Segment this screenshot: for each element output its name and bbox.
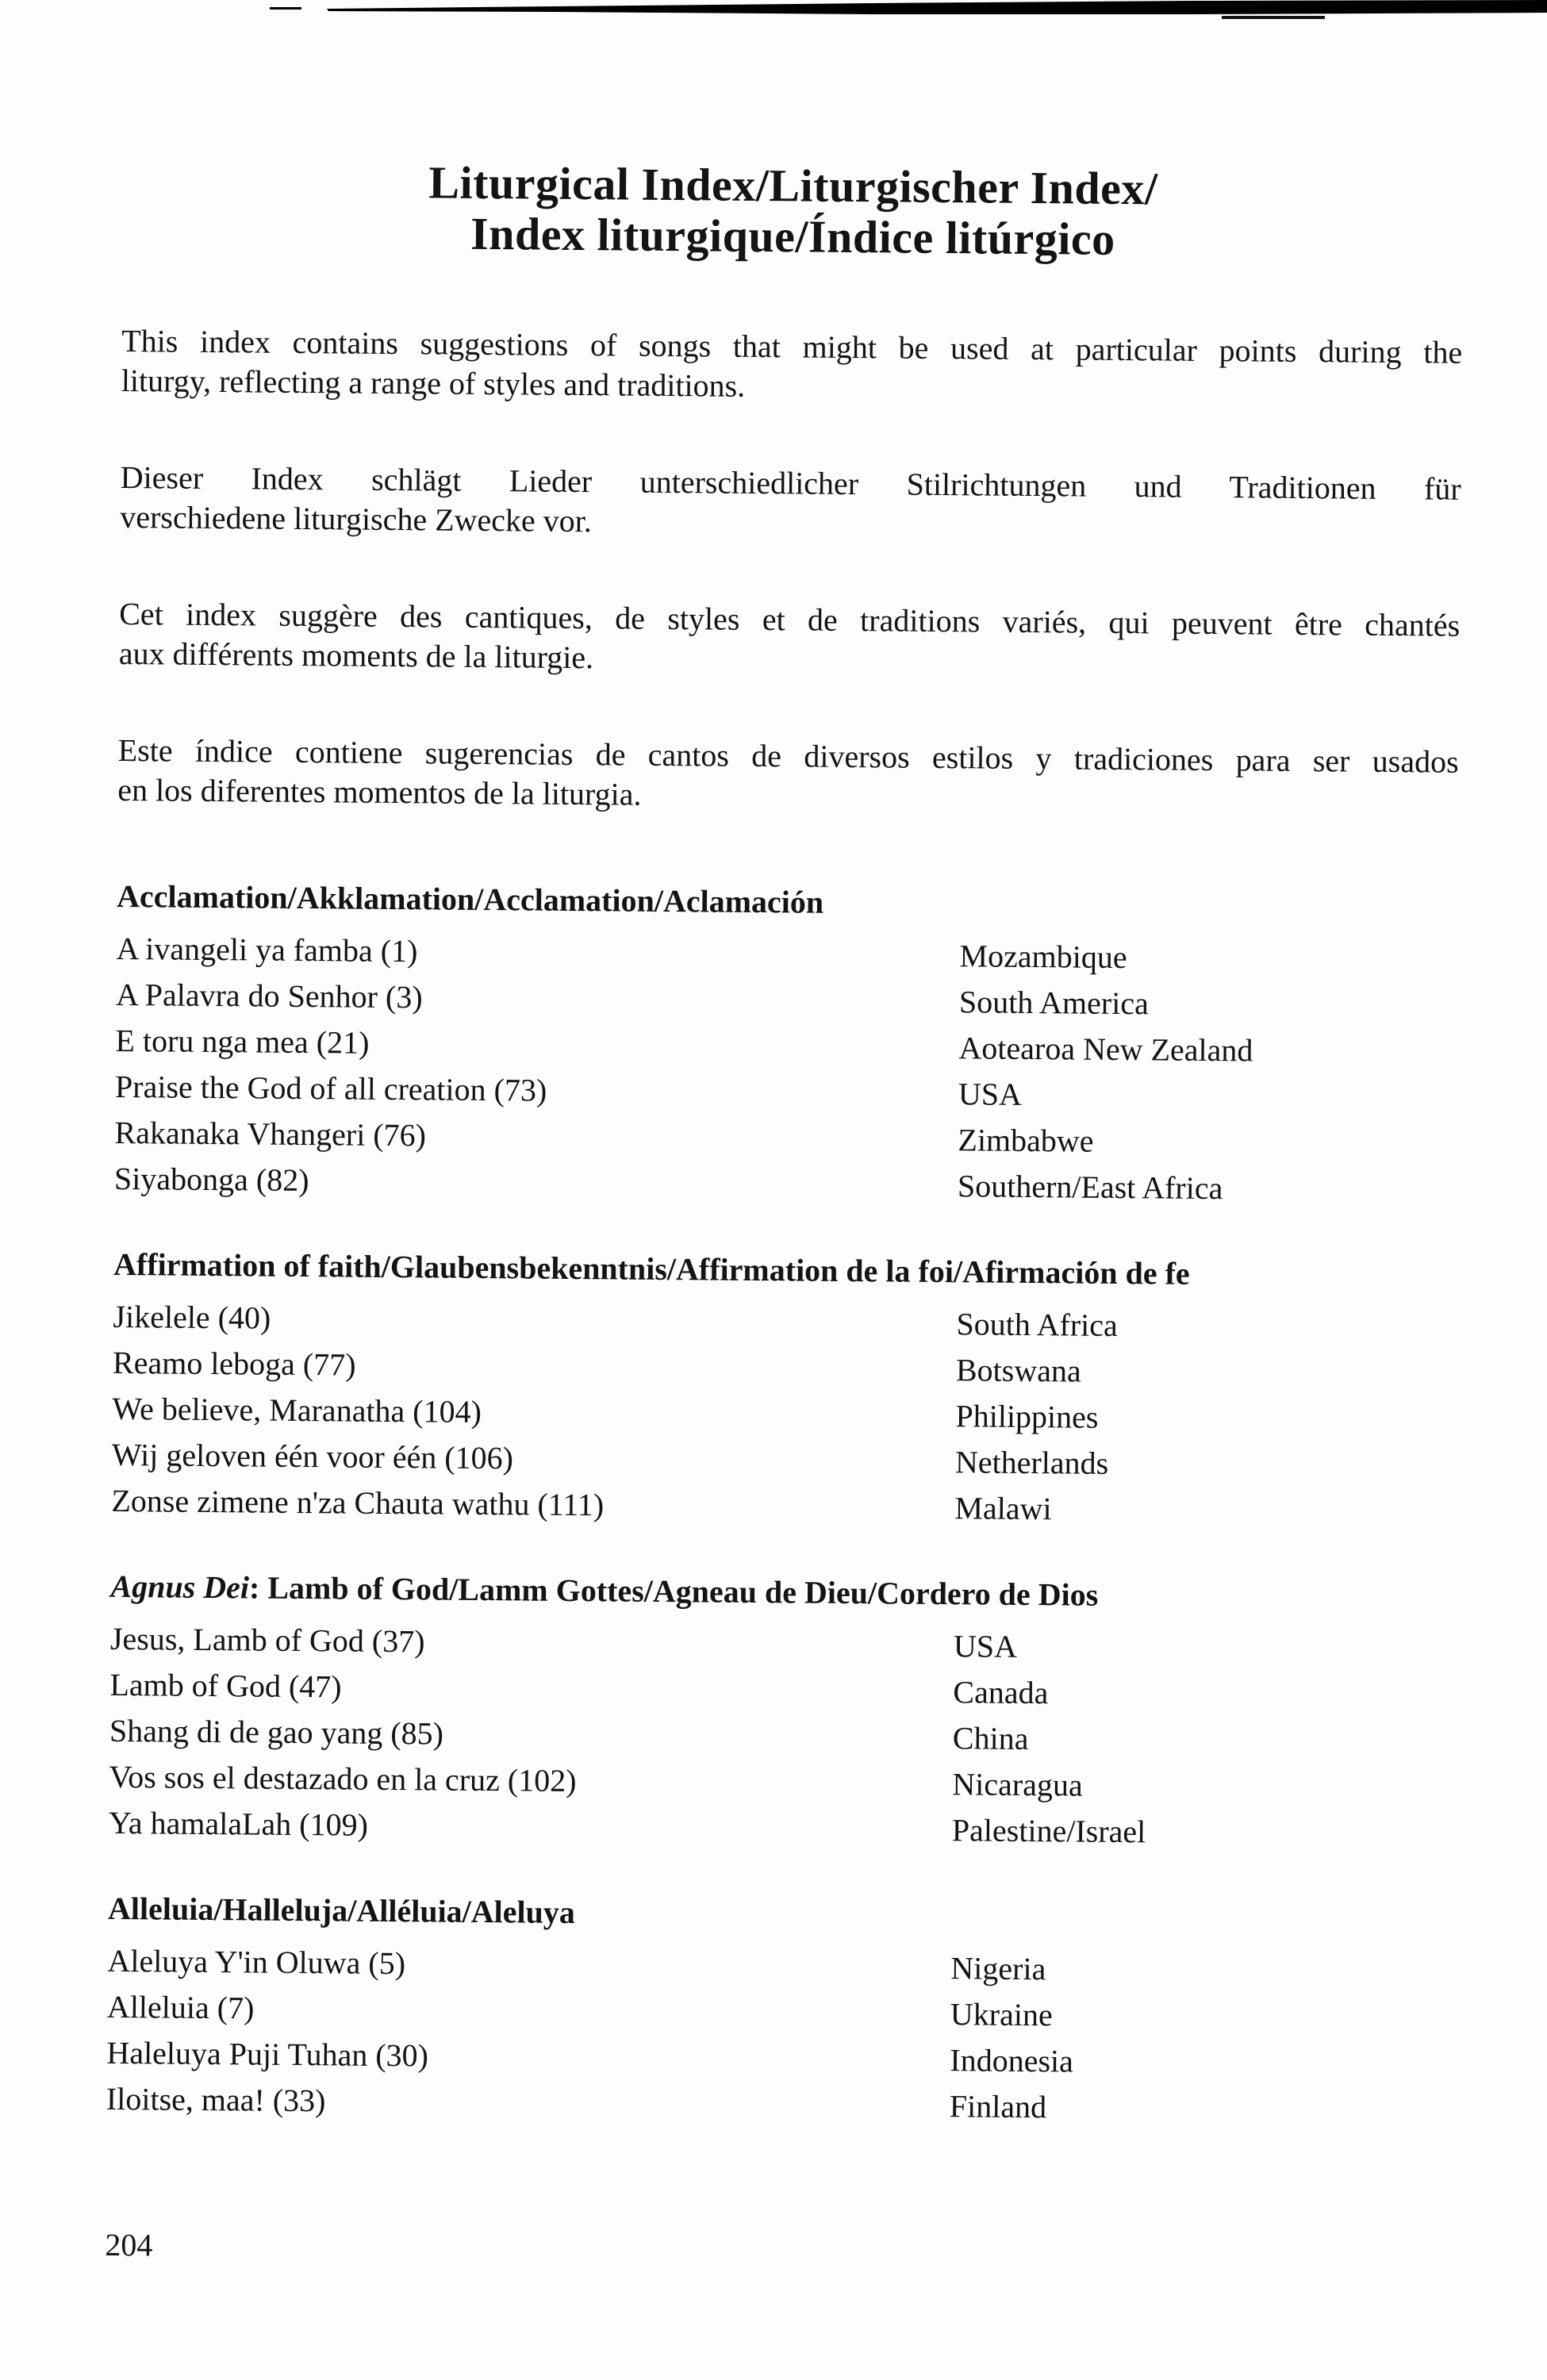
song-origin: China <box>952 1720 1029 1757</box>
song-origin: Indonesia <box>950 2042 1074 2079</box>
section-heading-text: Alleluia/Halleluja/Alléluia/Aleluya <box>107 1890 576 1931</box>
section-heading-italic: Agnus Dei <box>110 1568 250 1606</box>
section-affirmation-of-faith <box>111 1242 1454 1536</box>
song-title: Haleluya Puji Tuhan (30) <box>106 2034 429 2074</box>
section-heading <box>108 1886 1449 1944</box>
intro-paragraph-fr <box>119 594 1461 685</box>
intro-paragraph-en <box>121 321 1463 413</box>
intro-fr-line-2: aux différents moments de la liturgie. <box>118 635 594 676</box>
song-title: Jikelele (40) <box>113 1298 271 1336</box>
song-title: Praise the God of all creation (73) <box>114 1068 547 1108</box>
section-alleluia <box>106 1886 1449 2134</box>
song-origin: Zimbabwe <box>958 1122 1094 1159</box>
section-heading-text: : Lamb of God/Lamm Gottes/Agneau de Dieu/Cordero de Dios <box>248 1569 1099 1613</box>
song-title: A ivangeli ya famba (1) <box>116 930 418 969</box>
song-title: Shang di de gao yang (85) <box>109 1712 444 1752</box>
song-title: Zonse zimene n'za Chauta wathu (111) <box>111 1482 605 1523</box>
intro-paragraph-es <box>117 731 1459 822</box>
song-title: E toru nga mea (21) <box>115 1022 370 1061</box>
section-heading <box>110 1564 1451 1622</box>
song-origin: Nicaragua <box>952 1766 1083 1803</box>
intro-en-line-1: This index contains suggestions of songs that might be used at particular points during the <box>121 322 1463 370</box>
song-title: Siyabonga (82) <box>113 1160 309 1199</box>
song-origin: Aotearoa New Zealand <box>958 1030 1253 1069</box>
song-origin: South America <box>958 984 1150 1022</box>
song-origin: Malawi <box>954 1490 1052 1527</box>
song-title: Reamo leboga (77) <box>112 1344 356 1383</box>
song-origin: Palestine/Israel <box>951 1812 1146 1850</box>
song-origin: Nigeria <box>950 1950 1046 1987</box>
page-title-line-1: Liturgical Index/Liturgischer Index/ <box>428 156 1158 215</box>
song-title: Jesus, Lamb of God (37) <box>109 1620 425 1660</box>
song-title: Alleluia (7) <box>106 1988 255 2026</box>
song-title: A Palavra do Senhor (3) <box>115 976 423 1015</box>
song-title: Wij geloven één voor één (106) <box>111 1436 514 1476</box>
song-title: Lamb of God (47) <box>109 1666 342 1705</box>
song-origin: Philippines <box>955 1398 1099 1435</box>
page-title-line-2: Index liturgique/Índice litúrgico <box>470 207 1115 265</box>
intro-es-line-1: Este índice contiene sugerencias de cantos de diversos estilos y tradiciones para ser usados <box>117 731 1459 780</box>
intro-fr-line-1: Cet index suggère des cantiques, de styles et de traditions variés, qui peuvent être chantés <box>119 595 1461 643</box>
song-origin: Netherlands <box>954 1444 1109 1481</box>
page-number: 204 <box>105 2226 153 2263</box>
page-content <box>105 0 1465 2277</box>
intro-es-line-2: en los diferentes momentos de la liturgia. <box>117 771 642 812</box>
section-heading <box>117 873 1457 931</box>
song-origin: Ukraine <box>950 1996 1053 2033</box>
section-heading-text: Acclamation/Akklamation/Acclamation/Aclamación <box>116 877 824 920</box>
page-title <box>122 155 1464 268</box>
song-title: Ya hamalaLah (109) <box>108 1804 369 1843</box>
intro-paragraph-de <box>120 458 1461 549</box>
song-title: We believe, Maranatha (104) <box>112 1390 482 1430</box>
section-agnus-dei <box>109 1564 1452 1858</box>
intro-en-line-2: liturgy, reflecting a range of styles and traditions. <box>121 362 746 404</box>
song-origin: USA <box>958 1076 1023 1112</box>
song-origin: Botswana <box>955 1352 1081 1389</box>
song-origin: Finland <box>949 2088 1047 2125</box>
song-title: Iloitse, maa! (33) <box>106 2080 326 2119</box>
section-acclamation <box>114 873 1458 1214</box>
song-origin: South Africa <box>956 1306 1118 1343</box>
song-title: Rakanaka Vhangeri (76) <box>114 1114 427 1154</box>
section-heading <box>113 1242 1454 1299</box>
song-origin: USA <box>953 1628 1018 1664</box>
song-title: Vos sos el destazado en la cruz (102) <box>109 1758 577 1799</box>
song-title: Aleluya Y'in Oluwa (5) <box>107 1942 406 1982</box>
song-origin: Canada <box>953 1674 1049 1711</box>
song-origin: Mozambique <box>959 938 1127 976</box>
intro-de-line-2: verschiedene liturgische Zwecke vor. <box>120 498 593 539</box>
song-origin: Southern/East Africa <box>957 1168 1223 1207</box>
intro-de-line-1: Dieser Index schlägt Lieder unterschiedlicher Stilrichtungen und Traditionen für <box>120 459 1461 507</box>
section-heading-text: Affirmation of faith/Glaubensbekenntnis/Affirmation de la foi/Afirmación de fe <box>113 1246 1190 1292</box>
